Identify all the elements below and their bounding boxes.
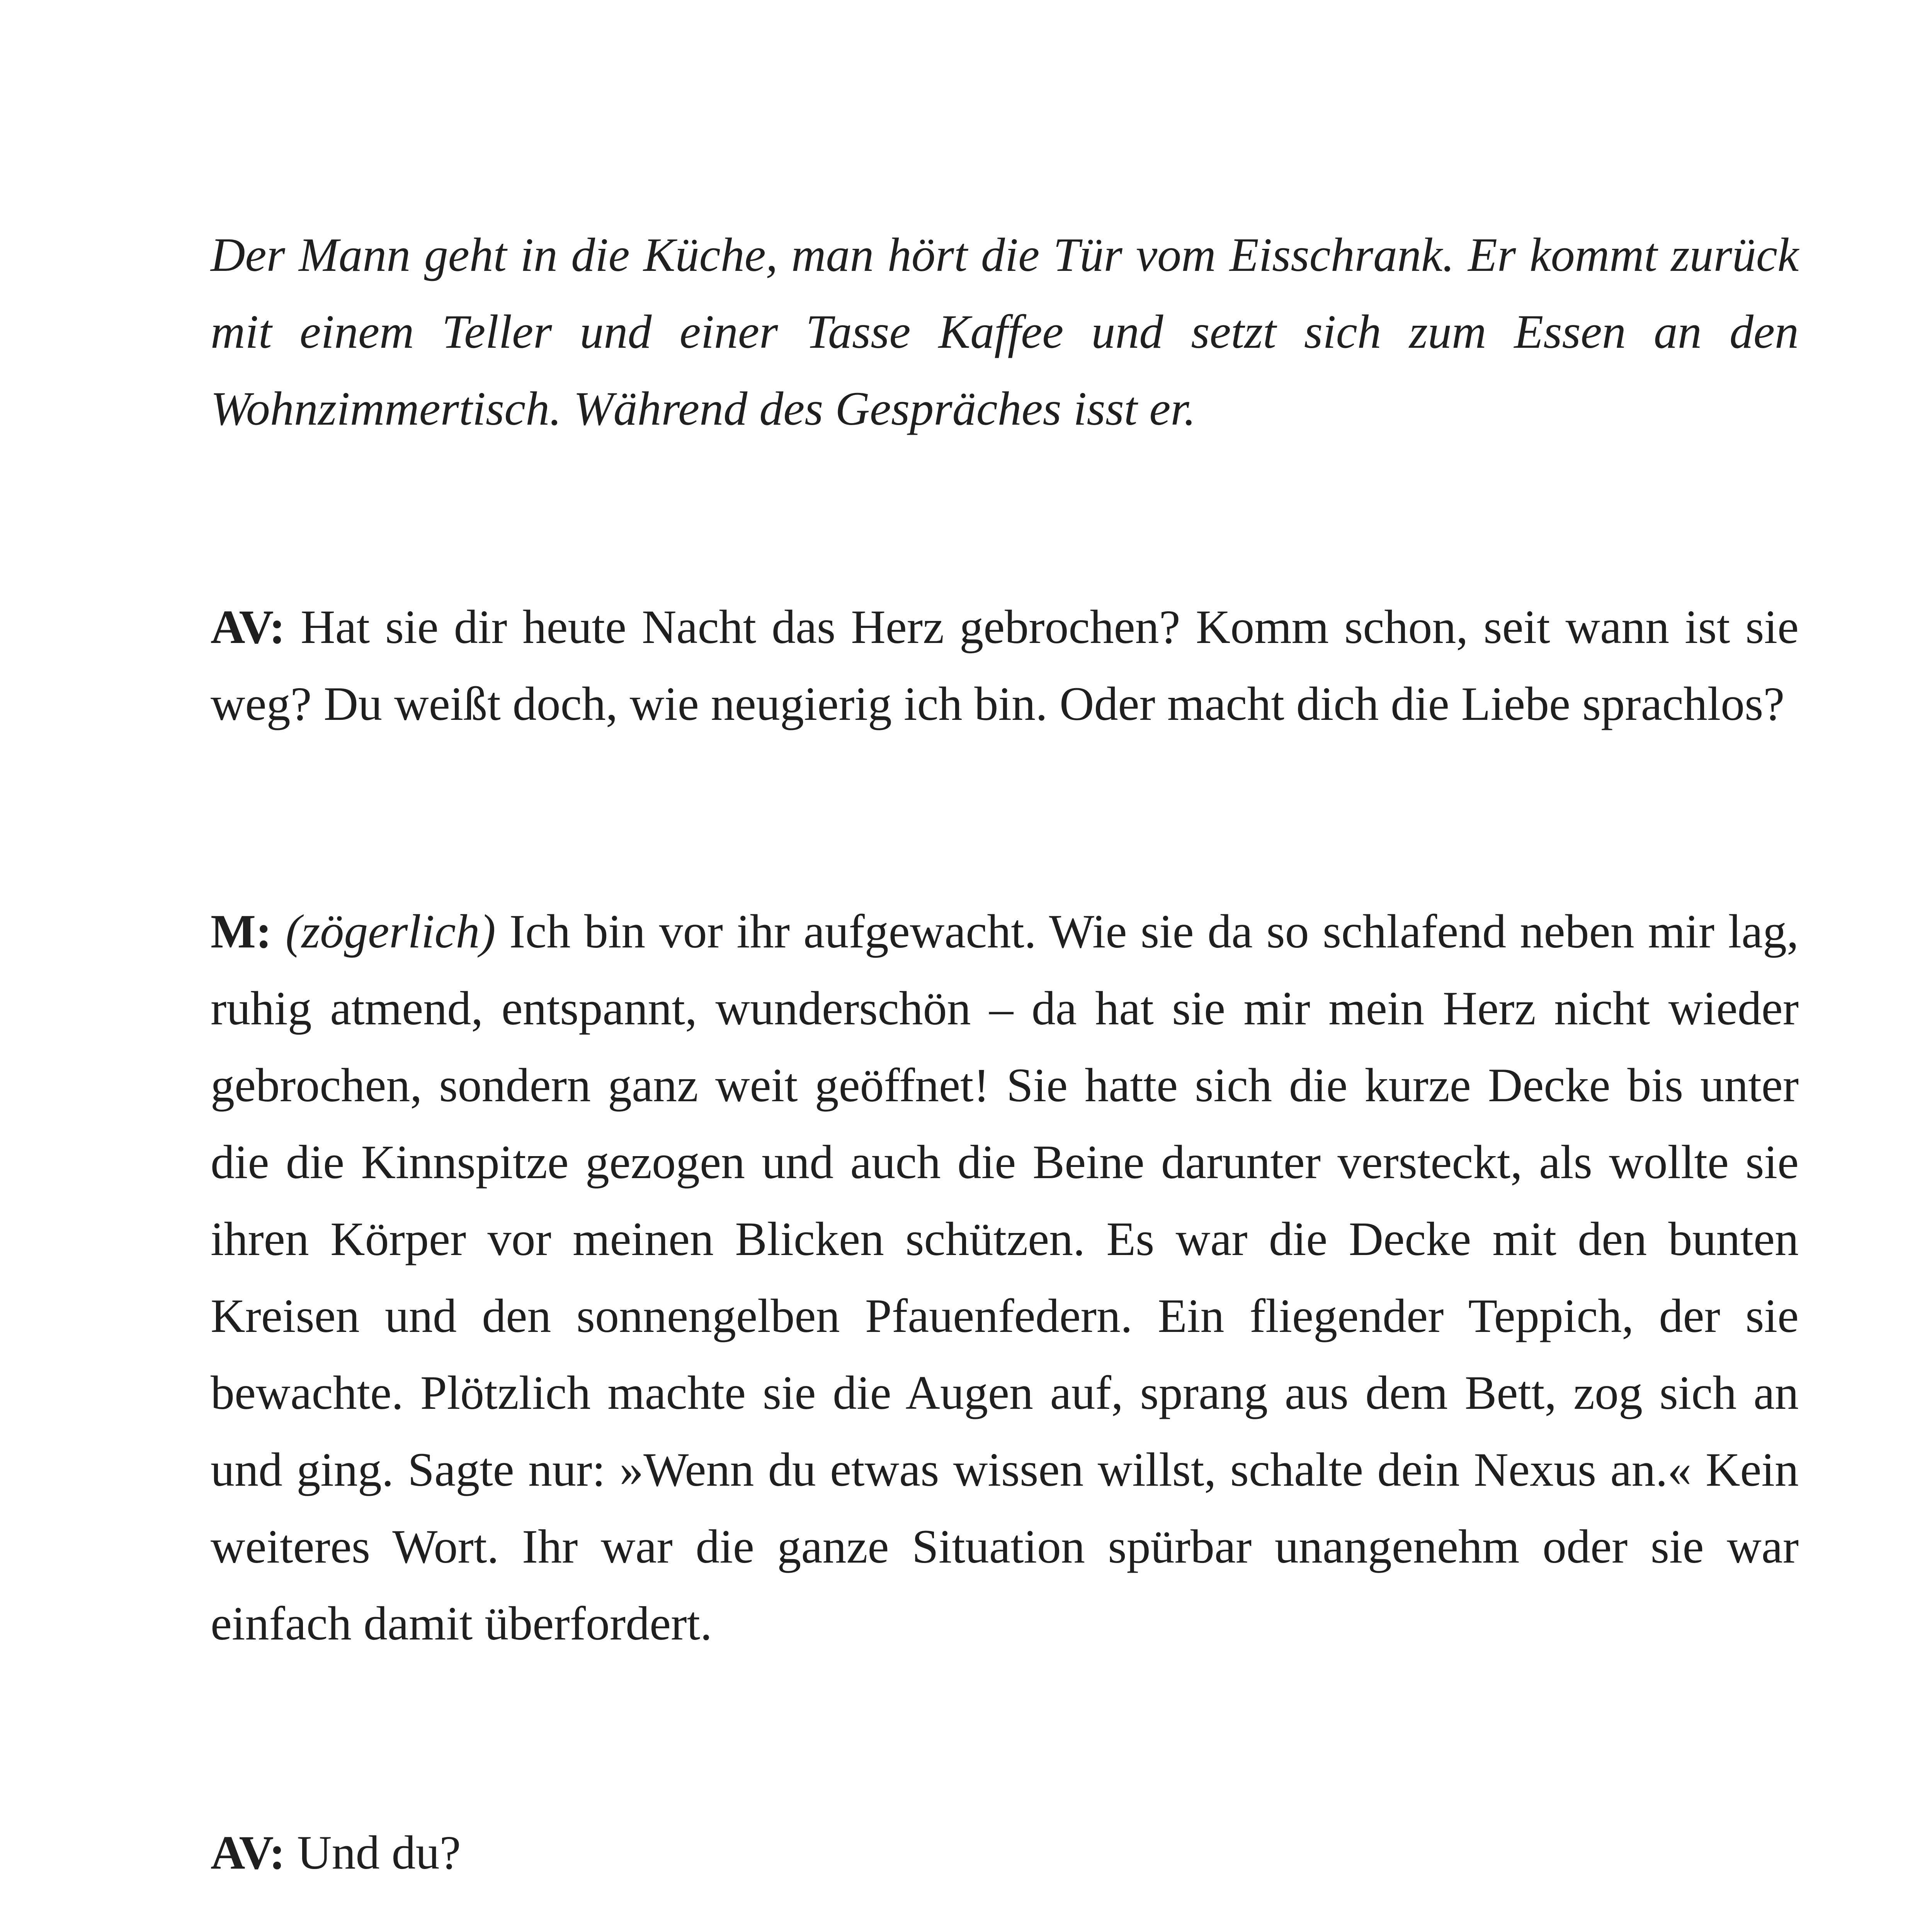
dialogue-text: Und du?	[285, 1826, 461, 1879]
dialogue-text: Ich bin vor ihr aufgewacht. Wie sie da so schlafend neben mir lag, ruhig atmend, entspannt, wunderschön – da hat sie mir mein Herz nicht wieder gebrochen, sondern ganz weit geöffnet! Sie hatte sich die kurze Decke bis unter die die Kinnspitze gezogen und auch die Beine darunter versteckt, als wollte sie ihren Körper vor meinen Blicken schützen. Es war die Decke mit den bunten Kreisen und den sonnengelben Pfauenfedern. Ein fliegender Teppich, der sie bewachte. Plötzlich machte sie die Augen auf, sprang aus dem Bett, zog sich an und ging. Sagte nur: »Wenn du etwas wissen willst, schalte dein Nexus an.« Kein weiteres Wort. Ihr war die ganze Situation spürbar unangenehm oder sie war einfach damit überfordert.	[211, 905, 1799, 1650]
dialogue-text: Hat sie dir heute Nacht das Herz gebrochen? Komm schon, seit wann ist sie weg? Du weißt doch, wie neugierig ich bin. Oder macht dich die Liebe sprachlos?	[211, 600, 1799, 730]
stage-direction-inline: (zögerlich)	[285, 905, 496, 958]
speaker-label: AV:	[211, 600, 286, 653]
stage-direction: Der Mann geht in die Küche, man hört die Tür vom Eisschrank. Er kommt zurück mit einem Teller und einer Tasse Kaffee und setzt sich zum Essen an den Wohnzimmertisch. Während des Gespräches isst er.	[211, 228, 1799, 435]
dialogue-line-av	[211, 1814, 1799, 1891]
speaker-label: M:	[211, 905, 272, 958]
dialogue-line-av	[211, 588, 1799, 742]
dialogue-line-m	[211, 893, 1799, 1662]
speaker-label: AV:	[211, 1826, 286, 1879]
page-body	[211, 216, 1799, 1932]
